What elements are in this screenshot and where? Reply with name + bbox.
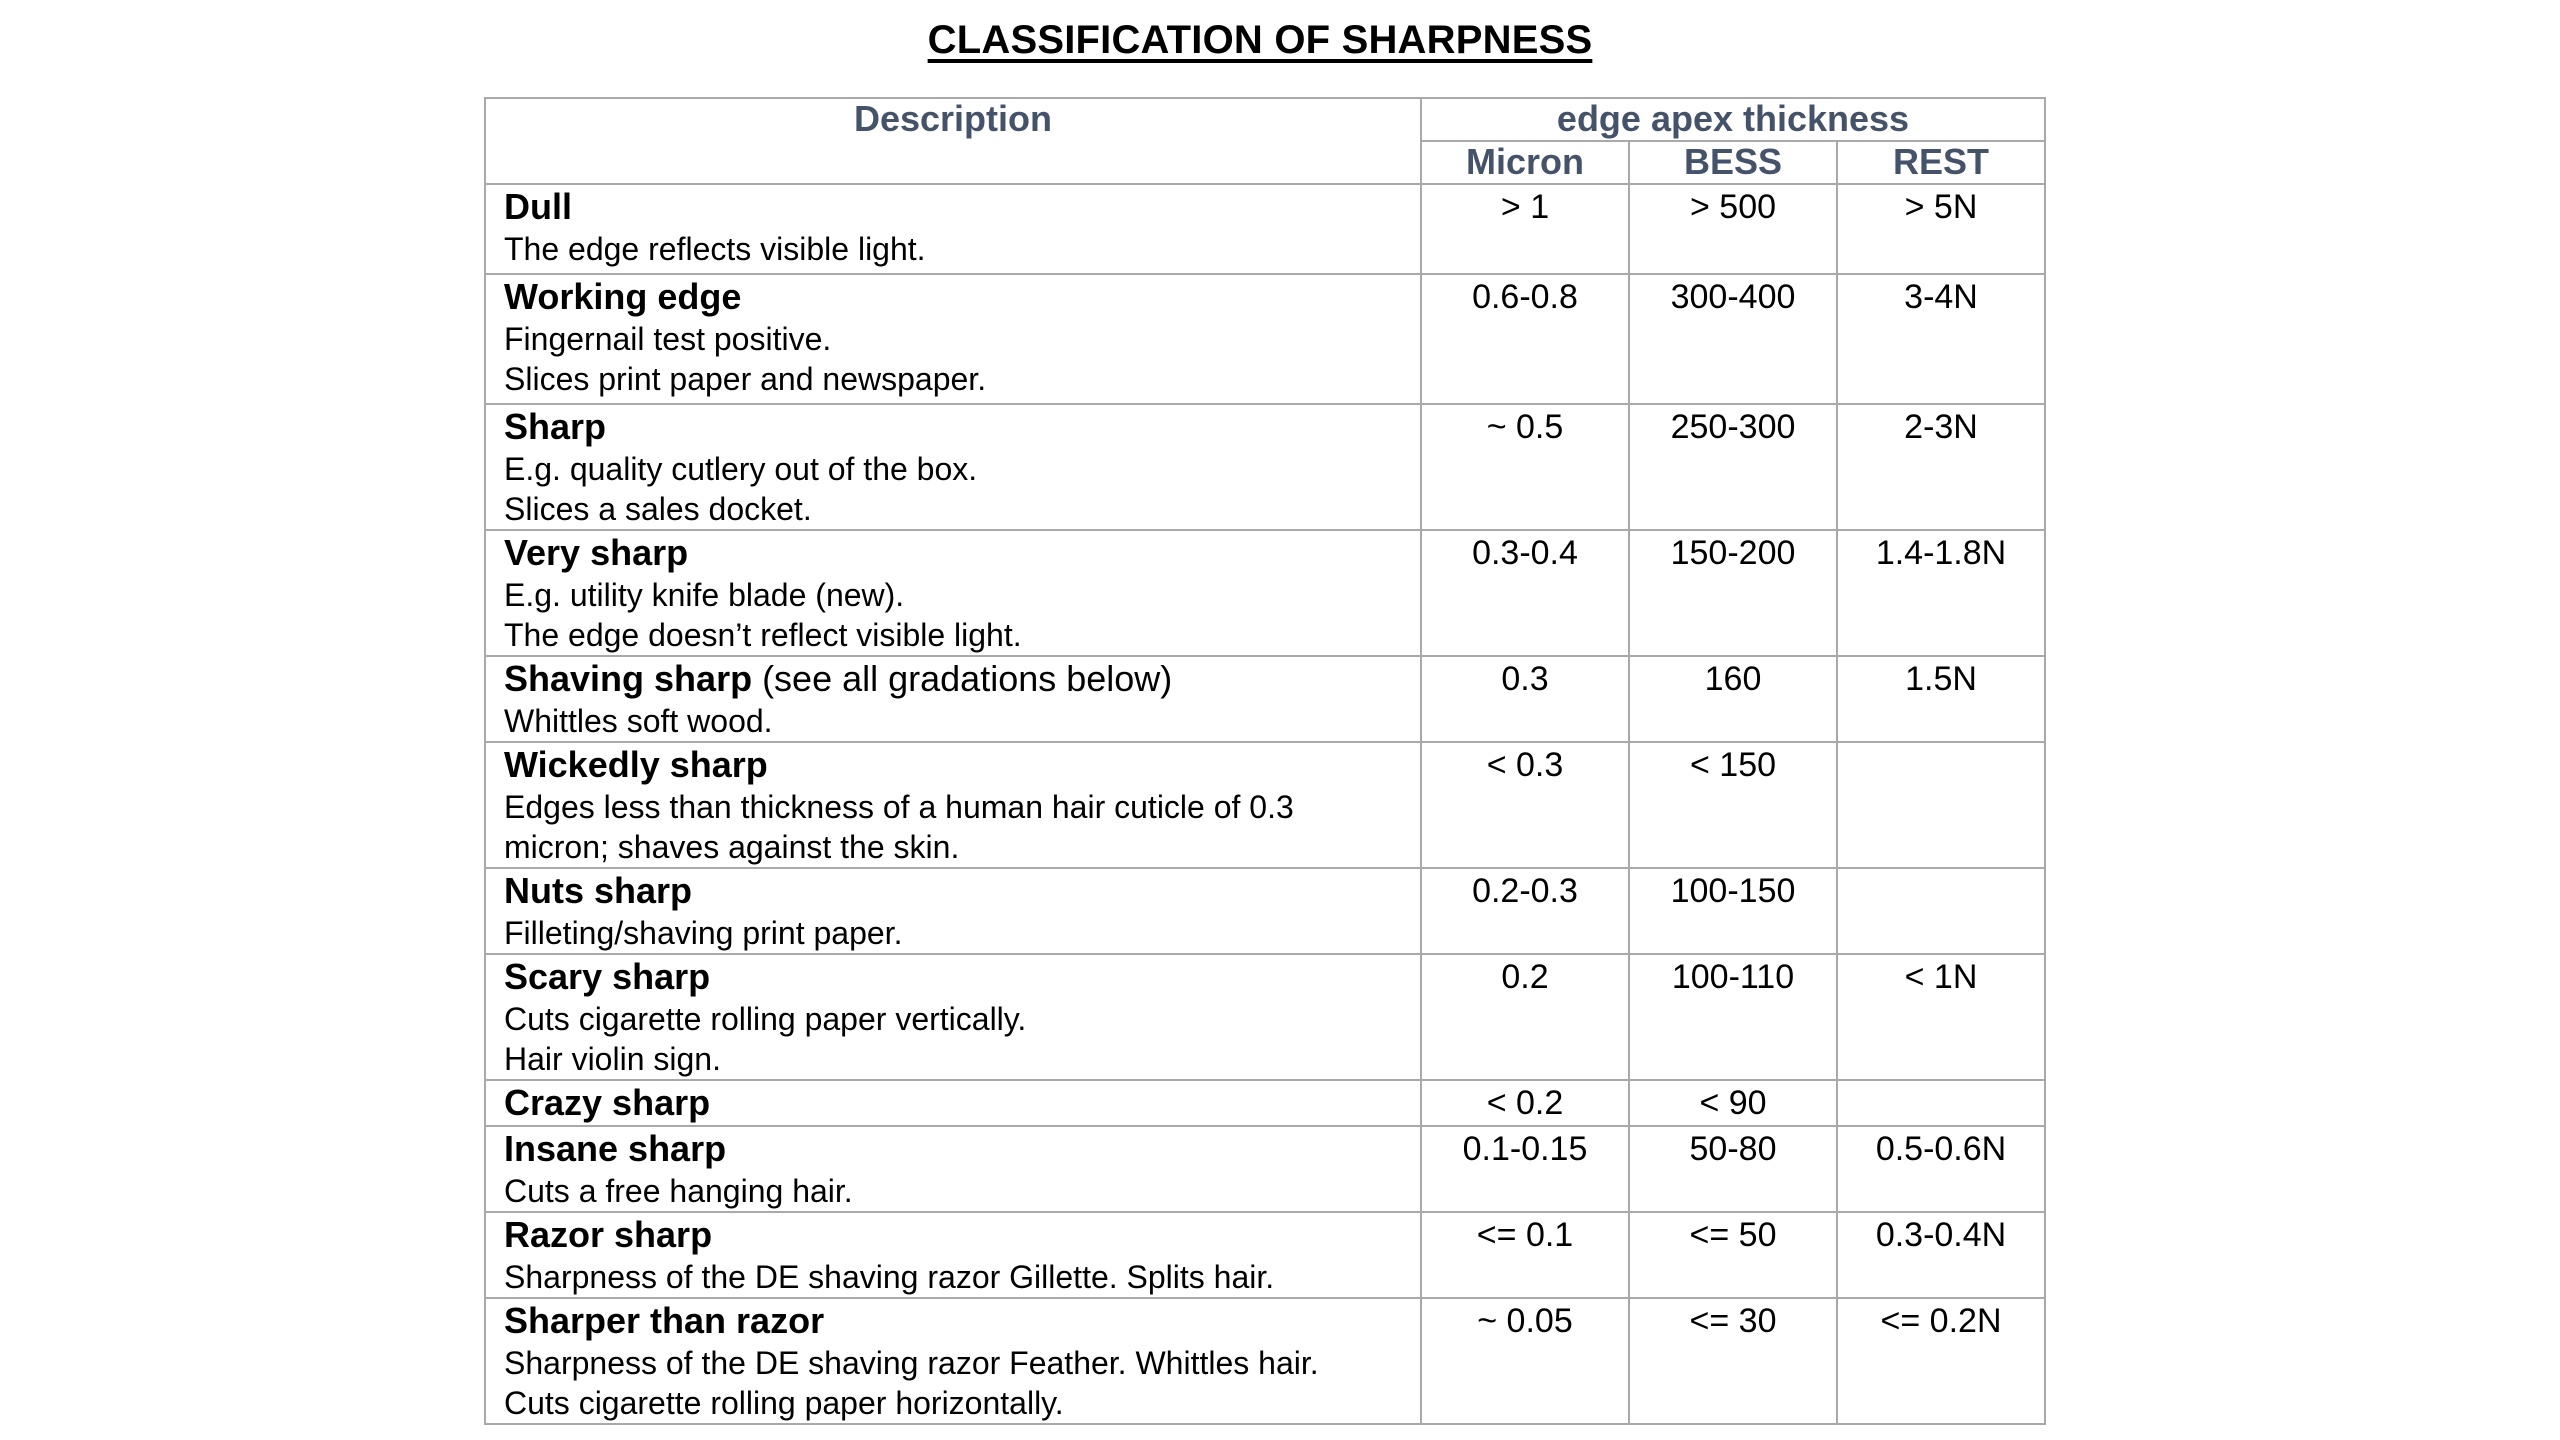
table-row <box>485 656 2045 742</box>
bess-value: 150-200 <box>1629 530 1837 656</box>
table-row <box>485 1080 2045 1126</box>
table-row <box>485 868 2045 954</box>
micron-value: 0.6-0.8 <box>1421 274 1629 404</box>
sharpness-level <box>504 1081 1420 1125</box>
sharpness-level-name: Insane sharp <box>504 1128 727 1169</box>
bess-value: 100-150 <box>1629 868 1837 954</box>
bess-value: > 500 <box>1629 184 1837 274</box>
sharpness-level <box>504 743 1420 787</box>
description-line: Fingernail test positive. <box>504 321 832 357</box>
sharpness-level-note: (see all gradations below) <box>752 658 1173 699</box>
table-row <box>485 1298 2045 1424</box>
table-row <box>485 274 2045 404</box>
description-cell <box>485 1126 1421 1212</box>
rest-value <box>1837 742 2045 868</box>
rest-value <box>1837 868 2045 954</box>
table-header <box>485 98 2045 184</box>
micron-value: 0.2-0.3 <box>1421 868 1629 954</box>
micron-value: ~ 0.5 <box>1421 404 1629 530</box>
description-cell <box>485 274 1421 404</box>
sharpness-level-name: Dull <box>504 186 572 227</box>
rest-value: 0.5-0.6N <box>1837 1126 2045 1212</box>
sharpness-level <box>504 955 1420 999</box>
sharpness-level-name: Sharper than razor <box>504 1300 825 1341</box>
description-cell <box>485 954 1421 1080</box>
micron-value: > 1 <box>1421 184 1629 274</box>
bess-value: < 90 <box>1629 1080 1837 1126</box>
description-line: The edge doesn’t reflect visible light. <box>504 617 1022 653</box>
bess-value: < 150 <box>1629 742 1837 868</box>
micron-value: < 0.2 <box>1421 1080 1629 1126</box>
description-line: Whittles soft wood. <box>504 703 773 739</box>
sharpness-table <box>484 97 2046 1425</box>
rest-value: 0.3-0.4N <box>1837 1212 2045 1298</box>
sharpness-level <box>504 185 1420 229</box>
table-row <box>485 404 2045 530</box>
micron-value: 0.3 <box>1421 656 1629 742</box>
description-cell <box>485 1080 1421 1126</box>
micron-value: 0.3-0.4 <box>1421 530 1629 656</box>
sharpness-level-name: Shaving sharp <box>504 658 753 699</box>
rest-value: > 5N <box>1837 184 2045 274</box>
description-line: Cuts cigarette rolling paper horizontally. <box>504 1385 1064 1421</box>
description-cell <box>485 184 1421 274</box>
bess-value: <= 50 <box>1629 1212 1837 1298</box>
bess-value: 250-300 <box>1629 404 1837 530</box>
micron-value: ~ 0.05 <box>1421 1298 1629 1424</box>
micron-value: <= 0.1 <box>1421 1212 1629 1298</box>
rest-value: <= 0.2N <box>1837 1298 2045 1424</box>
sharpness-level <box>504 1127 1420 1171</box>
sharpness-level <box>504 869 1420 913</box>
sharpness-level <box>504 531 1420 575</box>
sharpness-level-name: Crazy sharp <box>504 1082 711 1123</box>
description-line: E.g. quality cutlery out of the box. <box>504 451 978 487</box>
description-line: Sharpness of the DE shaving razor Feather. Whittles hair. <box>504 1345 1319 1381</box>
sharpness-level <box>504 1299 1420 1343</box>
description-line: Cuts a free hanging hair. <box>504 1173 853 1209</box>
rest-value: 1.5N <box>1837 656 2045 742</box>
description-line: Slices print paper and newspaper. <box>504 361 987 397</box>
table-row <box>485 184 2045 274</box>
rest-value <box>1837 1080 2045 1126</box>
bess-value: 300-400 <box>1629 274 1837 404</box>
description-cell <box>485 868 1421 954</box>
description-cell <box>485 530 1421 656</box>
sharpness-level-name: Scary sharp <box>504 956 711 997</box>
rest-value: 1.4-1.8N <box>1837 530 2045 656</box>
bess-value: 160 <box>1629 656 1837 742</box>
sharpness-level-name: Razor sharp <box>504 1214 713 1255</box>
table-row <box>485 1212 2045 1298</box>
sharpness-level-name: Very sharp <box>504 532 689 573</box>
description-cell <box>485 1212 1421 1298</box>
bess-value: <= 30 <box>1629 1298 1837 1424</box>
description-line: Filleting/shaving print paper. <box>504 915 903 951</box>
description-cell <box>485 404 1421 530</box>
rest-value: < 1N <box>1837 954 2045 1080</box>
sharpness-level <box>504 405 1420 449</box>
description-cell <box>485 656 1421 742</box>
header-edge-apex-thickness: edge apex thickness <box>1421 98 2045 141</box>
header-description: Description <box>485 98 1421 184</box>
rest-value: 2-3N <box>1837 404 2045 530</box>
table-body <box>485 184 2045 1424</box>
description-cell <box>485 742 1421 868</box>
description-line: Edges less than thickness of a human hair cuticle of 0.3 <box>504 789 1294 825</box>
document-title: CLASSIFICATION OF SHARPNESS <box>927 18 1593 62</box>
header-rest: REST <box>1837 141 2045 184</box>
description-line: Sharpness of the DE shaving razor Gillette. Splits hair. <box>504 1259 1275 1295</box>
description-line: Hair violin sign. <box>504 1041 721 1077</box>
description-line: micron; shaves against the skin. <box>504 829 960 865</box>
bess-value: 50-80 <box>1629 1126 1837 1212</box>
description-line: The edge reflects visible light. <box>504 231 926 267</box>
description-line: E.g. utility knife blade (new). <box>504 577 905 613</box>
rest-value: 3-4N <box>1837 274 2045 404</box>
micron-value: 0.1-0.15 <box>1421 1126 1629 1212</box>
sharpness-level-name: Wickedly sharp <box>504 744 768 785</box>
sharpness-level <box>504 657 1420 701</box>
micron-value: < 0.3 <box>1421 742 1629 868</box>
sharpness-level-name: Sharp <box>504 406 607 447</box>
header-micron: Micron <box>1421 141 1629 184</box>
description-cell <box>485 1298 1421 1424</box>
table-row <box>485 742 2045 868</box>
description-line: Cuts cigarette rolling paper vertically. <box>504 1001 1027 1037</box>
header-bess: BESS <box>1629 141 1837 184</box>
sharpness-level-name: Working edge <box>504 276 742 317</box>
sharpness-level <box>504 275 1420 319</box>
sharpness-level-name: Nuts sharp <box>504 870 693 911</box>
table-row <box>485 1126 2045 1212</box>
description-line: Slices a sales docket. <box>504 491 812 527</box>
micron-value: 0.2 <box>1421 954 1629 1080</box>
table-row <box>485 954 2045 1080</box>
sharpness-level <box>504 1213 1420 1257</box>
table-row <box>485 530 2045 656</box>
bess-value: 100-110 <box>1629 954 1837 1080</box>
